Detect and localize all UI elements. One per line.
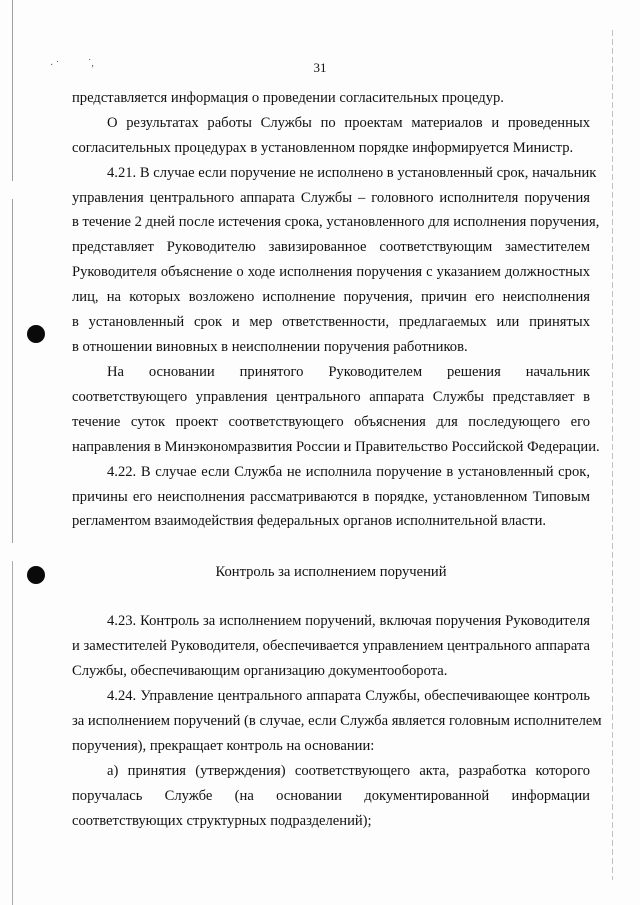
paragraph-line: регламентом взаимодействия федеральных органов исполнительной власти. (72, 513, 547, 529)
paragraph-line: в отношении виновных в неисполнении поручения работников. (72, 339, 468, 355)
scan-speck: ˙, (88, 58, 94, 69)
punch-hole-top (27, 325, 45, 343)
paragraph-line: Службы, обеспечивающим организацию документооборота. (72, 663, 448, 679)
paragraph-line: течение суток проект соответствующего объяснения для последующего его (72, 414, 590, 430)
paragraph-line: лиц, на которых возложено исполнение поручения, причин его неисполнения (72, 289, 590, 305)
scan-speck: · ˙ (50, 60, 60, 71)
page-number: 31 (313, 60, 327, 75)
paragraph-line: 4.23. Контроль за исполнением поручений, включая поручения Руководителя (107, 613, 590, 629)
paragraph-line: в течение 2 дней после истечения срока, установленного для исполнения поручения, (72, 214, 600, 230)
paragraph-line: На основании принятого Руководителем решения начальник (107, 364, 590, 380)
punch-hole-bottom (27, 566, 45, 584)
paragraph-line: соответствующих структурных подразделений); (72, 813, 372, 829)
paragraph-line: а) принятия (утверждения) соответствующего акта, разработка которого (107, 763, 590, 779)
paragraph-line: поручения), прекращает контроль на основании: (72, 738, 375, 754)
paragraph-line: поручалась Службе (на основании документированной информации (72, 788, 590, 804)
paragraph-line: представляет Руководителю завизированное соответствующим заместителем (72, 239, 590, 255)
paragraph-line: за исполнением поручений (в случае, если Служба является головным исполнителем (72, 713, 602, 729)
paragraph-line: О результатах работы Службы по проектам материалов и проведенных (107, 115, 590, 131)
paragraph-line: причины его неисполнения рассматриваются в порядке, установленном Типовым (72, 489, 590, 505)
paragraph-line: 4.21. В случае если поручение не исполнено в установленный срок, начальник (107, 165, 597, 181)
paragraph-line: и заместителей Руководителя, обеспечивается управлением центрального аппарата (72, 638, 590, 654)
section-heading: Контроль за исполнением поручений (215, 564, 447, 580)
scan-edge-right (612, 30, 613, 880)
paragraph-line: в установленный срок и мер ответственности, предлагаемых или принятых (72, 314, 590, 330)
paragraph-line: согласительных процедурах в установленном порядке информируется Министр. (72, 140, 574, 156)
paragraph-line: направления в Минэкономразвития России и Правительство Российской Федерации. (72, 439, 600, 455)
paragraph-line: управления центрального аппарата Службы – головного исполнителя поручения (72, 190, 590, 206)
scan-edge-left (12, 0, 13, 905)
paragraph-line: соответствующего управления центрального аппарата Службы представляет в (72, 389, 590, 405)
paragraph-line: Руководителя объяснение о ходе исполнения поручения с указанием должностных (72, 264, 590, 280)
paragraph-line: 4.22. В случае если Служба не исполнила поручение в установленный срок, (107, 464, 590, 480)
paragraph-line: представляется информация о проведении согласительных процедур. (72, 90, 504, 106)
paragraph-line: 4.24. Управление центрального аппарата Службы, обеспечивающее контроль (107, 688, 590, 704)
